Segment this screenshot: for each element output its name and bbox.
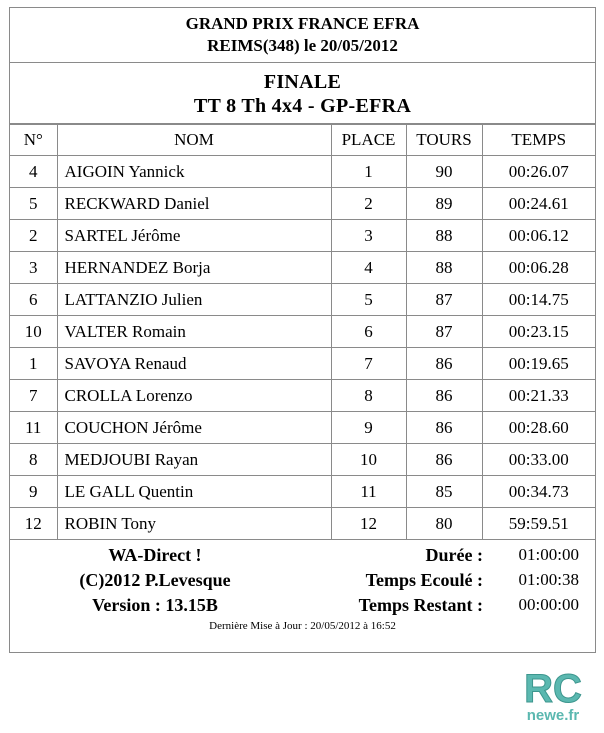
driver-name: COUCHON Jérôme bbox=[57, 412, 331, 444]
driver-time: 00:28.60 bbox=[482, 412, 595, 444]
table-row bbox=[10, 348, 595, 380]
timing-footer bbox=[10, 540, 595, 636]
driver-place: 6 bbox=[331, 316, 406, 348]
driver-time: 00:34.73 bbox=[482, 476, 595, 508]
table-row bbox=[10, 156, 595, 188]
driver-place: 7 bbox=[331, 348, 406, 380]
table-row bbox=[10, 412, 595, 444]
col-header-name: NOM bbox=[57, 125, 331, 156]
event-subtitle: REIMS(348) le 20/05/2012 bbox=[207, 36, 398, 55]
driver-name: CROLLA Lorenzo bbox=[57, 380, 331, 412]
driver-name: SAVOYA Renaud bbox=[57, 348, 331, 380]
driver-time: 00:24.61 bbox=[482, 188, 595, 220]
last-update: Dernière Mise à Jour : 20/05/2012 à 16:52 bbox=[209, 620, 396, 632]
driver-number: 10 bbox=[10, 316, 57, 348]
copyright: (C)2012 P.Levesque bbox=[79, 570, 231, 590]
table-row bbox=[10, 476, 595, 508]
driver-laps: 90 bbox=[406, 156, 482, 188]
table-row bbox=[10, 316, 595, 348]
driver-number: 6 bbox=[10, 284, 57, 316]
table-row bbox=[10, 188, 595, 220]
driver-number: 2 bbox=[10, 220, 57, 252]
results-sheet bbox=[9, 7, 596, 653]
elapsed-label: Temps Ecoulé : bbox=[365, 570, 483, 590]
driver-place: 5 bbox=[331, 284, 406, 316]
col-header-laps: TOURS bbox=[406, 125, 482, 156]
duration-value: 01:00:00 bbox=[518, 545, 579, 564]
rcnews-logo bbox=[516, 662, 590, 726]
race-category: TT 8 Th 4x4 - GP-EFRA bbox=[193, 95, 412, 117]
table-row bbox=[10, 220, 595, 252]
driver-laps: 86 bbox=[406, 412, 482, 444]
driver-time: 00:26.07 bbox=[482, 156, 595, 188]
table-row bbox=[10, 508, 595, 540]
driver-name: ROBIN Tony bbox=[57, 508, 331, 540]
driver-place: 10 bbox=[331, 444, 406, 476]
race-header bbox=[10, 63, 595, 124]
results-table bbox=[10, 124, 595, 540]
driver-laps: 87 bbox=[406, 316, 482, 348]
driver-place: 2 bbox=[331, 188, 406, 220]
driver-laps: 86 bbox=[406, 380, 482, 412]
driver-place: 11 bbox=[331, 476, 406, 508]
driver-time: 00:33.00 bbox=[482, 444, 595, 476]
driver-number: 12 bbox=[10, 508, 57, 540]
driver-number: 3 bbox=[10, 252, 57, 284]
software-name: WA-Direct ! bbox=[108, 545, 202, 565]
col-header-time: TEMPS bbox=[482, 125, 595, 156]
driver-place: 9 bbox=[331, 412, 406, 444]
driver-number: 5 bbox=[10, 188, 57, 220]
remaining-label: Temps Restant : bbox=[358, 595, 483, 615]
driver-laps: 88 bbox=[406, 252, 482, 284]
driver-laps: 87 bbox=[406, 284, 482, 316]
driver-time: 00:21.33 bbox=[482, 380, 595, 412]
driver-place: 3 bbox=[331, 220, 406, 252]
driver-name: AIGOIN Yannick bbox=[57, 156, 331, 188]
duration-label: Durée : bbox=[425, 545, 483, 565]
driver-place: 8 bbox=[331, 380, 406, 412]
driver-laps: 85 bbox=[406, 476, 482, 508]
table-row bbox=[10, 380, 595, 412]
race-stage: FINALE bbox=[263, 71, 342, 93]
driver-laps: 86 bbox=[406, 348, 482, 380]
driver-name: MEDJOUBI Rayan bbox=[57, 444, 331, 476]
driver-laps: 89 bbox=[406, 188, 482, 220]
driver-name: LE GALL Quentin bbox=[57, 476, 331, 508]
driver-number: 1 bbox=[10, 348, 57, 380]
driver-time: 00:06.28 bbox=[482, 252, 595, 284]
driver-time: 00:19.65 bbox=[482, 348, 595, 380]
table-header-row bbox=[10, 125, 595, 156]
event-title: GRAND PRIX FRANCE EFRA bbox=[185, 14, 420, 33]
driver-number: 11 bbox=[10, 412, 57, 444]
col-header-number: N° bbox=[10, 125, 57, 156]
driver-place: 4 bbox=[331, 252, 406, 284]
driver-laps: 80 bbox=[406, 508, 482, 540]
driver-name: RECKWARD Daniel bbox=[57, 188, 331, 220]
driver-number: 7 bbox=[10, 380, 57, 412]
logo-mark: RC bbox=[524, 667, 582, 711]
driver-time: 00:23.15 bbox=[482, 316, 595, 348]
driver-name: SARTEL Jérôme bbox=[57, 220, 331, 252]
driver-time: 59:59.51 bbox=[482, 508, 595, 540]
table-row bbox=[10, 284, 595, 316]
col-header-place: PLACE bbox=[331, 125, 406, 156]
driver-laps: 88 bbox=[406, 220, 482, 252]
driver-number: 4 bbox=[10, 156, 57, 188]
event-header bbox=[10, 8, 595, 63]
table-row bbox=[10, 444, 595, 476]
driver-name: LATTANZIO Julien bbox=[57, 284, 331, 316]
software-version: Version : 13.15B bbox=[92, 595, 218, 615]
driver-number: 9 bbox=[10, 476, 57, 508]
driver-place: 12 bbox=[331, 508, 406, 540]
driver-number: 8 bbox=[10, 444, 57, 476]
driver-name: HERNANDEZ Borja bbox=[57, 252, 331, 284]
driver-place: 1 bbox=[331, 156, 406, 188]
elapsed-value: 01:00:38 bbox=[518, 570, 579, 589]
table-row bbox=[10, 252, 595, 284]
driver-name: VALTER Romain bbox=[57, 316, 331, 348]
logo-domain: newe.fr bbox=[526, 707, 580, 724]
driver-laps: 86 bbox=[406, 444, 482, 476]
driver-time: 00:06.12 bbox=[482, 220, 595, 252]
driver-time: 00:14.75 bbox=[482, 284, 595, 316]
remaining-value: 00:00:00 bbox=[518, 595, 579, 614]
